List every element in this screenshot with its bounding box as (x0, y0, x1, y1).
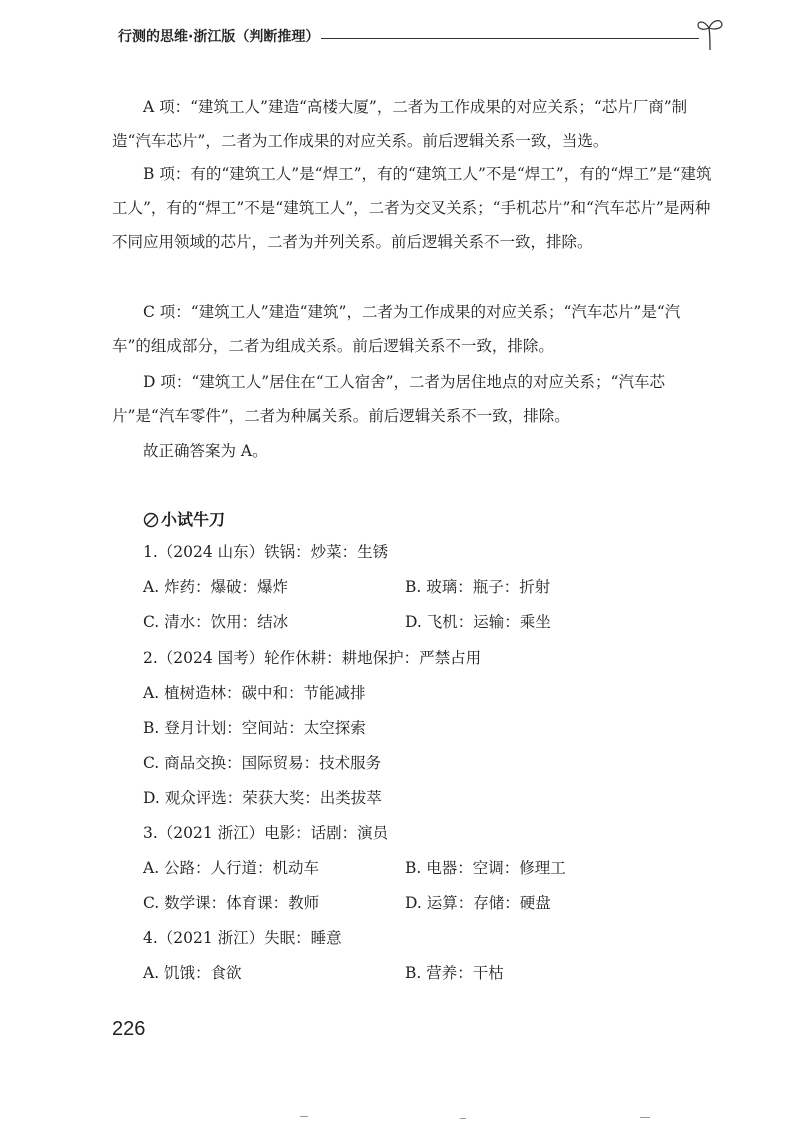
section-title-text: 小试牛刀 (161, 510, 226, 529)
scan-speck (300, 1116, 308, 1117)
question-stem: 4.（2021 浙江）失眠：睡意 (143, 929, 342, 947)
question-option: D. 观众评选：荣获大奖：出类拔萃 (143, 789, 382, 807)
explanation-option-c: C 项：“建筑工人”建造“建筑”，二者为工作成果的对应关系；“汽车芯片”是“汽车”的组成部分，二者为组成关系。前后逻辑关系不一致，排除。 (112, 303, 681, 355)
explanation-answer: 故正确答案为 A。 (143, 442, 268, 460)
question-option: C. 清水：饮用：结冰 (143, 613, 289, 631)
question-option: D. 飞机：运输：乘坐 (405, 613, 551, 631)
question-option: A. 植树造林：碳中和：节能减排 (143, 684, 366, 702)
question-stem: 1.（2024 山东）铁锅：炒菜：生锈 (143, 543, 389, 561)
question-option: A. 炸药：爆破：爆炸 (143, 578, 289, 596)
scan-speck (640, 1117, 650, 1118)
explanation-option-b: B 项：有的“建筑工人”是“焊工”，有的“建筑工人”不是“焊工”，有的“焊工”是“建筑工人”，有的“焊工”不是“建筑工人”，二者为交叉关系；“手机芯片”和“汽车芯片”是两种不同应用领域的芯片，二者为并列关系。前后逻辑关系不一致，排除。 (112, 165, 712, 251)
question-stem: 3.（2021 浙江）电影：话剧：演员 (143, 824, 389, 842)
pen-icon (143, 512, 159, 528)
section-title (143, 507, 225, 530)
question-stem: 2.（2024 国考）轮作休耕：耕地保护：严禁占用 (143, 649, 482, 667)
question-option: B. 登月计划：空间站：太空探索 (143, 719, 366, 737)
question-option: B. 玻璃：瓶子：折射 (405, 578, 551, 596)
question-option: D. 运算：存储：硬盘 (405, 894, 551, 912)
scan-speck (460, 1118, 466, 1119)
explanation-option-d: D 项：“建筑工人”居住在“工人宿舍”，二者为居住地点的对应关系；“汽车芯片”是“汽车零件”，二者为种属关系。前后逻辑关系不一致，排除。 (112, 373, 665, 425)
explanation-option-a: A 项：“建筑工人”建造“高楼大厦”，二者为工作成果的对应关系；“芯片厂商”制造“汽车芯片”，二者为工作成果的对应关系。前后逻辑关系一致，当选。 (112, 98, 688, 150)
question-option: C. 商品交换：国际贸易：技术服务 (143, 754, 382, 772)
question-option: B. 营养：干枯 (405, 964, 504, 982)
question-option: B. 电器：空调：修理工 (405, 859, 566, 877)
question-option: A. 饥饿：食欲 (143, 964, 242, 982)
sprout-icon (696, 16, 724, 50)
header-rule (321, 38, 699, 39)
question-option: A. 公路：人行道：机动车 (143, 859, 320, 877)
running-header (118, 22, 718, 52)
page-number: 226 (112, 1018, 146, 1040)
header-title: 行测的思维·浙江版（判断推理） (118, 29, 320, 45)
question-option: C. 数学课：体育课：教师 (143, 894, 320, 912)
